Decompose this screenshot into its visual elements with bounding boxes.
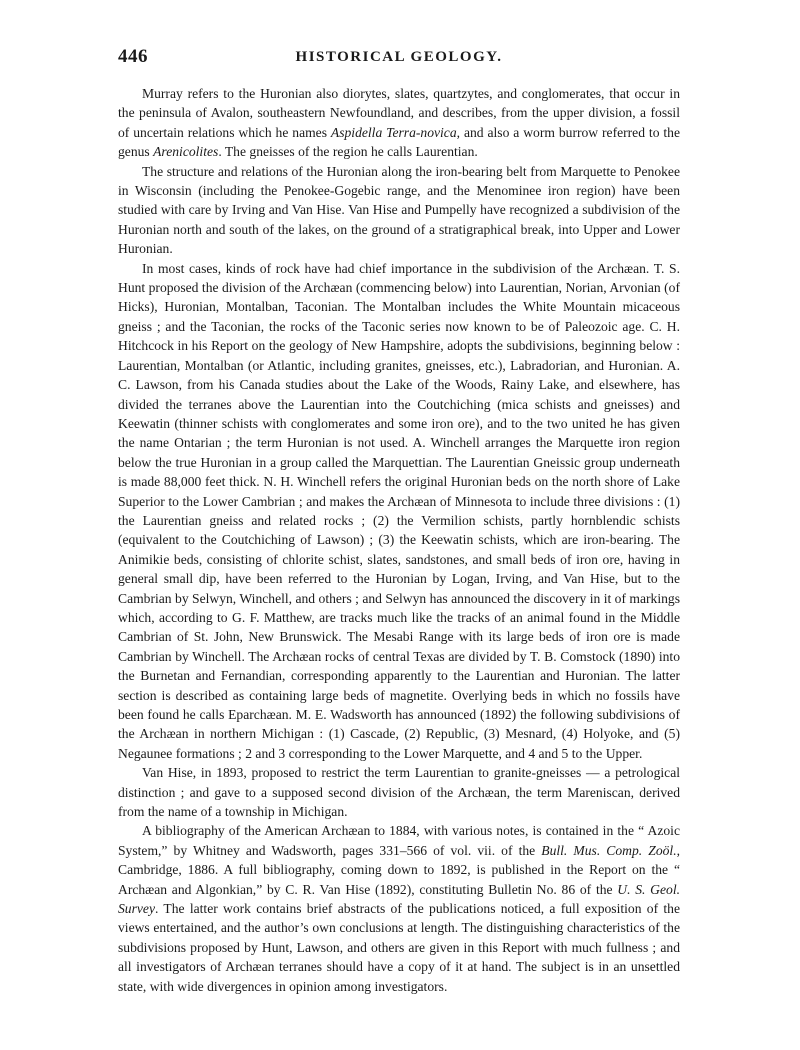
- body-text: [118, 84, 680, 996]
- italic-text: U. S. Geol. Survey: [118, 881, 680, 917]
- italic-text: Aspidella Terra-novica: [330, 124, 457, 140]
- paragraph: [118, 821, 680, 996]
- book-page: [118, 46, 680, 996]
- italic-text: Bull. Mus. Comp. Zoöl.: [541, 842, 677, 858]
- text-run: , and also a worm burrow referred to the genus: [118, 124, 681, 160]
- text-run: The structure and relations of the Huronian along the iron-bearing belt from Marquette to Penokee in Wisconsin (including the Penokee-Gogebic range, and the Menominee iron region) have been studied with care by Irving and Van Hise. Van Hise and Pumpelly have recognized a subdivision of the Huronian north and south of the lakes, on the ground of a stratigraphical break, into Upper and Lower Huronian.: [118, 163, 680, 257]
- text-run: A bibliography of the American Archæan to 1884, with various notes, is contained in the “ Azoic System,” by Whitney and Wadsworth, pages 331–566 of vol. vii. of the: [118, 823, 680, 858]
- text-run: . The latter work contains brief abstracts of the publications noticed, a full exposition of the views entertained, and the author’s own conclusions at length. The distinguishing characteristics of the subdivisions proposed by Hunt, Lawson, and others are given in this Report with much fullness ; and all investigators of Archæan terranes should have a copy of it at hand. The subject is in an unsettled state, with wide divergences in opinion among investigators.: [118, 901, 680, 994]
- paragraph: [118, 763, 680, 821]
- text-run: Murray refers to the Huronian also diorytes, slates, quartzytes, and conglomerates, that occur in the peninsula of Avalon, southeastern Newfoundland, and describes, from the upper division, a fossil of uncertain relations which he names: [118, 86, 680, 140]
- italic-text: Arenicolites: [153, 144, 219, 160]
- text-run: . The gneisses of the region he calls Laurentian.: [218, 144, 478, 160]
- text-run: In most cases, kinds of rock have had chief importance in the subdivision of the Archæan. T. S. Hunt proposed the division of the Archæan (commencing below) into Laurentian, Norian, Arvonian (of Hicks), Huronian, Montalban, Taconian. The Montalban includes the White Mountain micaceous gneiss ; and the Taconian, the rocks of the Taconic series now known to be of Paleozoic age. C. H. Hitchcock in his Report on the geology of New Hampshire, adopts the subdivisions, beginning below : Laurentian, Montalban (or Atlantic, including granites, gneisses, etc.), Labradorian, and Huronian. A. C. Lawson, from his Canada studies about the Lake of the Woods, Rainy Lake, and elsewhere, has divided the terranes above the Laurentian into the Coutchiching (mica schists and gneisses) and Keewatin (thinner schists with conglomerates and some iron ore), and to the two united he has given the name Ontarian ; the term Huronian is not used. A. Winchell arranges the Marquette iron region below the true Huronian in a group called the Marquettian. The Laurentian Gneissic group underneath is made 88,000 feet thick. N. H. Winchell refers the original Huronian beds on the north shore of Lake Superior to the Lower Cambrian ; and makes the Archæan of Minnesota to include three divisions : (1) the Laurentian gneiss and related rocks ; (2) the Vermilion schists, partly hornblendic schists (equivalent to the Coutchiching of Lawson) ; (3) the Keewatin schists, which are iron-bearing. The Animikie beds, consisting of chlorite schist, slates, sandstones, and small beds of iron ore, having in general small dip, have been referred to the Huronian by Logan, Irving, and Van Hise, but to the Cambrian by Selwyn, Winchell, and others ; and Selwyn has announced the discovery in it of markings which, according to G. F. Matthew, are tracks much like the tracks of an animal found in the Middle Cambrian of St. John, New Brunswick. The Mesabi Range with its large beds of iron ore is made Cambrian by Winchell. The Archæan rocks of central Texas are divided by T. B. Comstock (1890) into the Burnetan and Fernandian, corresponding apparently to the Laurentian and Huronian. The latter section is described as containing large beds of magnetite. Overlying beds in which no fossils have been found he calls Eparchæan. M. E. Wadsworth has announced (1892) the following subdivisions of the Archæan in northern Michigan : (1) Cascade, (2) Republic, (3) Mesnard, (4) Holyoke, and (5) Negaunee formations ; 2 and 3 corresponding to the Lower Marquette, and 4 and 5 to the Upper.: [118, 260, 680, 761]
- page-number: 446: [118, 46, 148, 67]
- text-run: Van Hise, in 1893, proposed to restrict the term Laurentian to granite-gneisses — a petrological distinction ; and gave to a supposed second division of the Archæan, the term Mareniscan, derived from the name of a township in Michigan.: [118, 765, 680, 820]
- paragraph: [118, 162, 680, 259]
- paragraph: [118, 259, 680, 764]
- running-header: [118, 46, 680, 70]
- text-run: , Cambridge, 1886. A full bibliography, coming down to 1892, is published in the Report on the “ Archæan and Algonkian,” by C. R. Van Hise (1892), constituting Bulletin No. 86 of the: [118, 842, 681, 897]
- paragraph: [118, 84, 680, 162]
- running-title: HISTORICAL GEOLOGY.: [295, 49, 503, 65]
